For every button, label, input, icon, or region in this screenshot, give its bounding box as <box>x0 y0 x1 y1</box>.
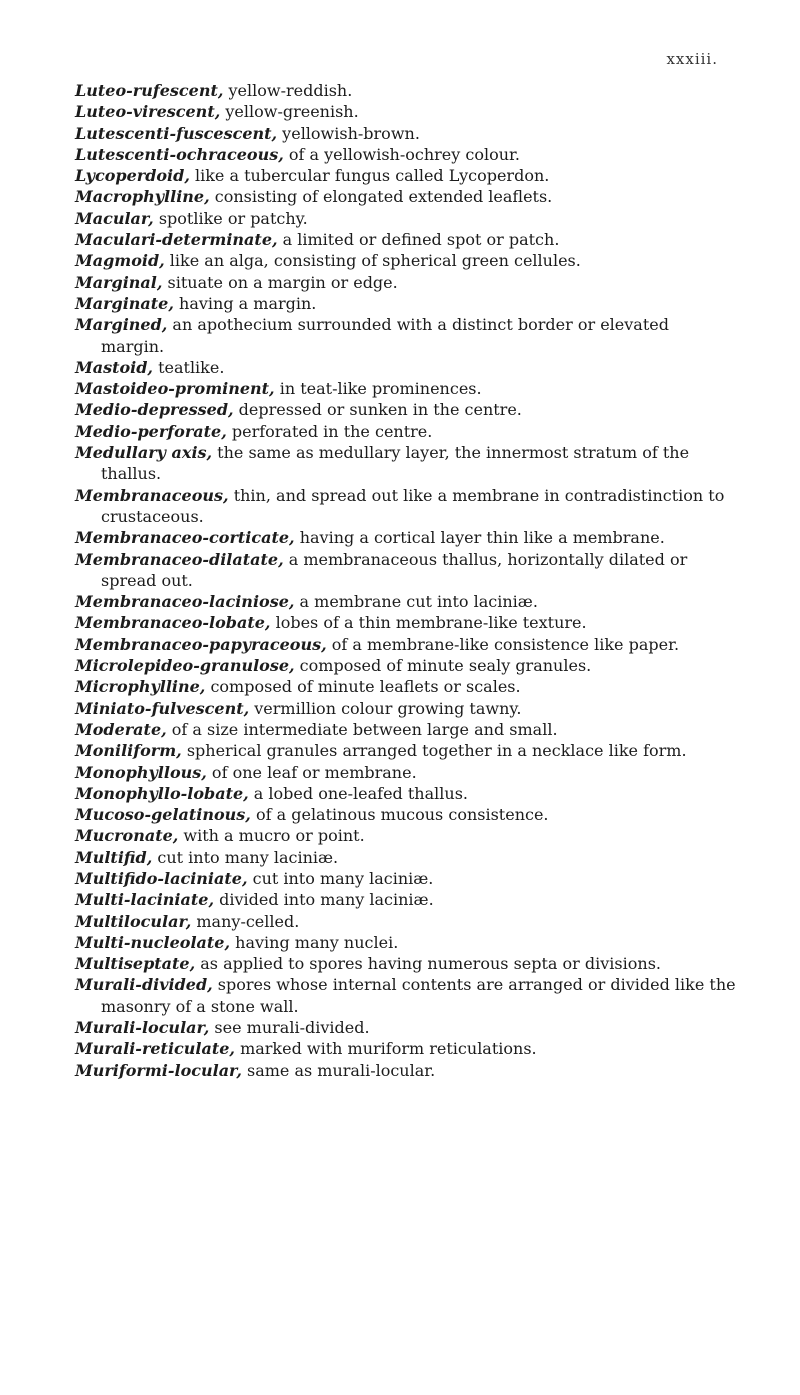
entry-definition: like an alga, consisting of spherical green cellules. <box>164 251 581 271</box>
glossary-entry <box>75 676 737 697</box>
entry-definition: having a margin. <box>173 293 317 313</box>
entry-term: Lutescenti-fuscescent, <box>75 123 278 143</box>
entry-definition: cut into many laciniæ. <box>152 847 339 867</box>
glossary-entry <box>75 762 737 783</box>
entry-definition: composed of minute leaflets or scales. <box>205 677 521 697</box>
glossary-entry <box>75 485 737 528</box>
glossary-entry <box>75 911 737 932</box>
glossary-entry <box>75 357 737 378</box>
glossary-entry <box>75 144 737 165</box>
entry-term: Microphylline, <box>75 677 206 697</box>
entry-definition: vermillion colour growing tawny. <box>249 698 522 718</box>
entry-definition: the same as medullary layer, the innermost stratum of the thallus. <box>101 443 690 484</box>
entry-term: Multi-laciniate, <box>75 890 215 910</box>
entry-term: Magmoid, <box>75 251 165 271</box>
entry-definition: spores whose internal contents are arranged or divided like the masonry of a stone wall. <box>101 975 736 1016</box>
entry-term: Membranaceo-lobate, <box>75 613 271 633</box>
entry-definition: consisting of elongated extended leaflets. <box>209 187 553 207</box>
entry-definition: yellowish-brown. <box>277 123 420 143</box>
entry-definition: depressed or sunken in the centre. <box>233 400 522 420</box>
entry-term: Mastoideo-prominent, <box>75 379 275 399</box>
entry-definition: situate on a margin or edge. <box>162 272 398 292</box>
page-number: xxxiii. <box>666 50 718 68</box>
entry-term: Luteo-virescent, <box>75 102 221 122</box>
entry-definition: see murali-divided. <box>209 1018 370 1038</box>
glossary-entry <box>75 740 737 761</box>
glossary-entry <box>75 634 737 655</box>
entry-term: Multiseptate, <box>75 954 196 974</box>
glossary-entry <box>75 549 737 592</box>
entry-term: Murali-divided, <box>75 975 213 995</box>
entry-term: Macrophylline, <box>75 187 210 207</box>
entry-term: Medullary axis, <box>75 443 213 463</box>
glossary-entry <box>75 591 737 612</box>
entry-definition: divided into many laciniæ. <box>214 890 434 910</box>
entry-definition: with a mucro or point. <box>178 826 365 846</box>
glossary-entry <box>75 186 737 207</box>
entry-definition: of one leaf or membrane. <box>206 762 417 782</box>
entry-definition: a limited or defined spot or patch. <box>277 230 560 250</box>
glossary-entry <box>75 953 737 974</box>
entry-term: Margined, <box>75 315 168 335</box>
glossary-entry <box>75 825 737 846</box>
entry-definition: marked with muriform reticulations. <box>234 1039 537 1059</box>
entry-definition: like a tubercular fungus called Lycoperdon. <box>189 166 550 186</box>
entry-definition: a lobed one-leafed thallus. <box>248 783 468 803</box>
glossary-entry <box>75 80 737 101</box>
entry-definition: in teat-like prominences. <box>274 379 482 399</box>
entry-definition: composed of minute sealy granules. <box>294 656 592 676</box>
entry-term: Muriformi-locular, <box>75 1060 242 1080</box>
glossary-entry <box>75 399 737 420</box>
glossary-entry <box>75 612 737 633</box>
entry-term: Monophyllous, <box>75 762 207 782</box>
entry-definition: same as murali-locular. <box>241 1060 436 1080</box>
entry-term: Membranaceo-corticate, <box>75 528 295 548</box>
entry-term: Mucronate, <box>75 826 179 846</box>
glossary-entry <box>75 421 737 442</box>
entry-definition: as applied to spores having numerous septa or divisions. <box>195 954 661 974</box>
entry-term: Membranaceous, <box>75 485 229 505</box>
entry-term: Moniliform, <box>75 741 182 761</box>
entry-definition: yellow-reddish. <box>223 81 353 100</box>
entry-definition: a membranaceous thallus, horizontally dilated or spread out. <box>101 549 688 590</box>
entry-definition: perforated in the centre. <box>226 421 433 441</box>
entry-definition: cut into many laciniæ. <box>247 868 434 888</box>
entry-definition: having a cortical layer thin like a membrane. <box>294 528 665 548</box>
entry-term: Multi-nucleolate, <box>75 932 231 952</box>
entry-definition: yellow-greenish. <box>220 102 359 122</box>
glossary-entry <box>75 1017 737 1038</box>
glossary-entry <box>75 655 737 676</box>
glossary-entry <box>75 314 737 357</box>
glossary-entry <box>75 208 737 229</box>
entry-term: Membranaceo-dilatate, <box>75 549 284 569</box>
glossary-entry <box>75 889 737 910</box>
glossary-entry <box>75 783 737 804</box>
glossary-entry <box>75 932 737 953</box>
glossary-entry <box>75 293 737 314</box>
entry-definition: having many nuclei. <box>230 932 399 952</box>
entry-term: Maculari-determinate, <box>75 230 278 250</box>
glossary-list <box>75 80 737 1081</box>
glossary-entry <box>75 165 737 186</box>
glossary-entry <box>75 719 737 740</box>
entry-definition: thin, and spread out like a membrane in contradistinction to crustaceous. <box>101 485 725 526</box>
entry-term: Mucoso-gelatinous, <box>75 805 251 825</box>
entry-definition: teatlike. <box>152 357 225 377</box>
glossary-entry <box>75 1060 737 1081</box>
entry-term: Monophyllo-lobate, <box>75 783 249 803</box>
entry-term: Moderate, <box>75 719 167 739</box>
entry-term: Mastoid, <box>75 357 153 377</box>
glossary-entry <box>75 974 737 1017</box>
entry-definition: many-celled. <box>191 911 300 931</box>
entry-term: Medio-perforate, <box>75 421 227 441</box>
entry-term: Macular, <box>75 208 154 228</box>
entry-term: Multilocular, <box>75 911 192 931</box>
glossary-entry <box>75 1038 737 1059</box>
glossary-entry <box>75 101 737 122</box>
entry-term: Luteo-rufescent, <box>75 81 224 100</box>
entry-definition: spherical granules arranged together in a necklace like form. <box>181 741 687 761</box>
entry-definition: of a membrane-like consistence like paper. <box>326 634 680 654</box>
glossary-entry <box>75 442 737 485</box>
glossary-entry <box>75 229 737 250</box>
entry-term: Membranaceo-laciniose, <box>75 592 295 612</box>
entry-definition: spotlike or patchy. <box>153 208 308 228</box>
glossary-entry <box>75 250 737 271</box>
entry-term: Multifid, <box>75 847 153 867</box>
glossary-entry <box>75 847 737 868</box>
glossary-entry <box>75 804 737 825</box>
glossary-entry <box>75 868 737 889</box>
entry-term: Murali-reticulate, <box>75 1039 235 1059</box>
entry-term: Miniato-fulvescent, <box>75 698 250 718</box>
entry-term: Marginate, <box>75 293 174 313</box>
entry-term: Lutescenti-ochraceous, <box>75 144 284 164</box>
entry-definition: lobes of a thin membrane-like texture. <box>270 613 587 633</box>
entry-term: Marginal, <box>75 272 163 292</box>
glossary-entry <box>75 123 737 144</box>
entry-term: Microlepideo-granulose, <box>75 656 295 676</box>
entry-term: Membranaceo-papyraceous, <box>75 634 327 654</box>
entry-term: Lycoperdoid, <box>75 166 190 186</box>
entry-term: Murali-locular, <box>75 1018 210 1038</box>
glossary-entry <box>75 272 737 293</box>
entry-definition: of a yellowish-ochrey colour. <box>283 144 521 164</box>
entry-term: Medio-depressed, <box>75 400 234 420</box>
entry-definition: a membrane cut into laciniæ. <box>294 592 538 612</box>
glossary-entry <box>75 378 737 399</box>
entry-definition: of a gelatinous mucous consistence. <box>250 805 549 825</box>
entry-definition: an apothecium surrounded with a distinct border or elevated margin. <box>101 315 669 356</box>
entry-definition: of a size intermediate between large and small. <box>166 719 558 739</box>
entry-term: Multifido-laciniate, <box>75 868 248 888</box>
glossary-entry <box>75 527 737 548</box>
glossary-entry <box>75 698 737 719</box>
